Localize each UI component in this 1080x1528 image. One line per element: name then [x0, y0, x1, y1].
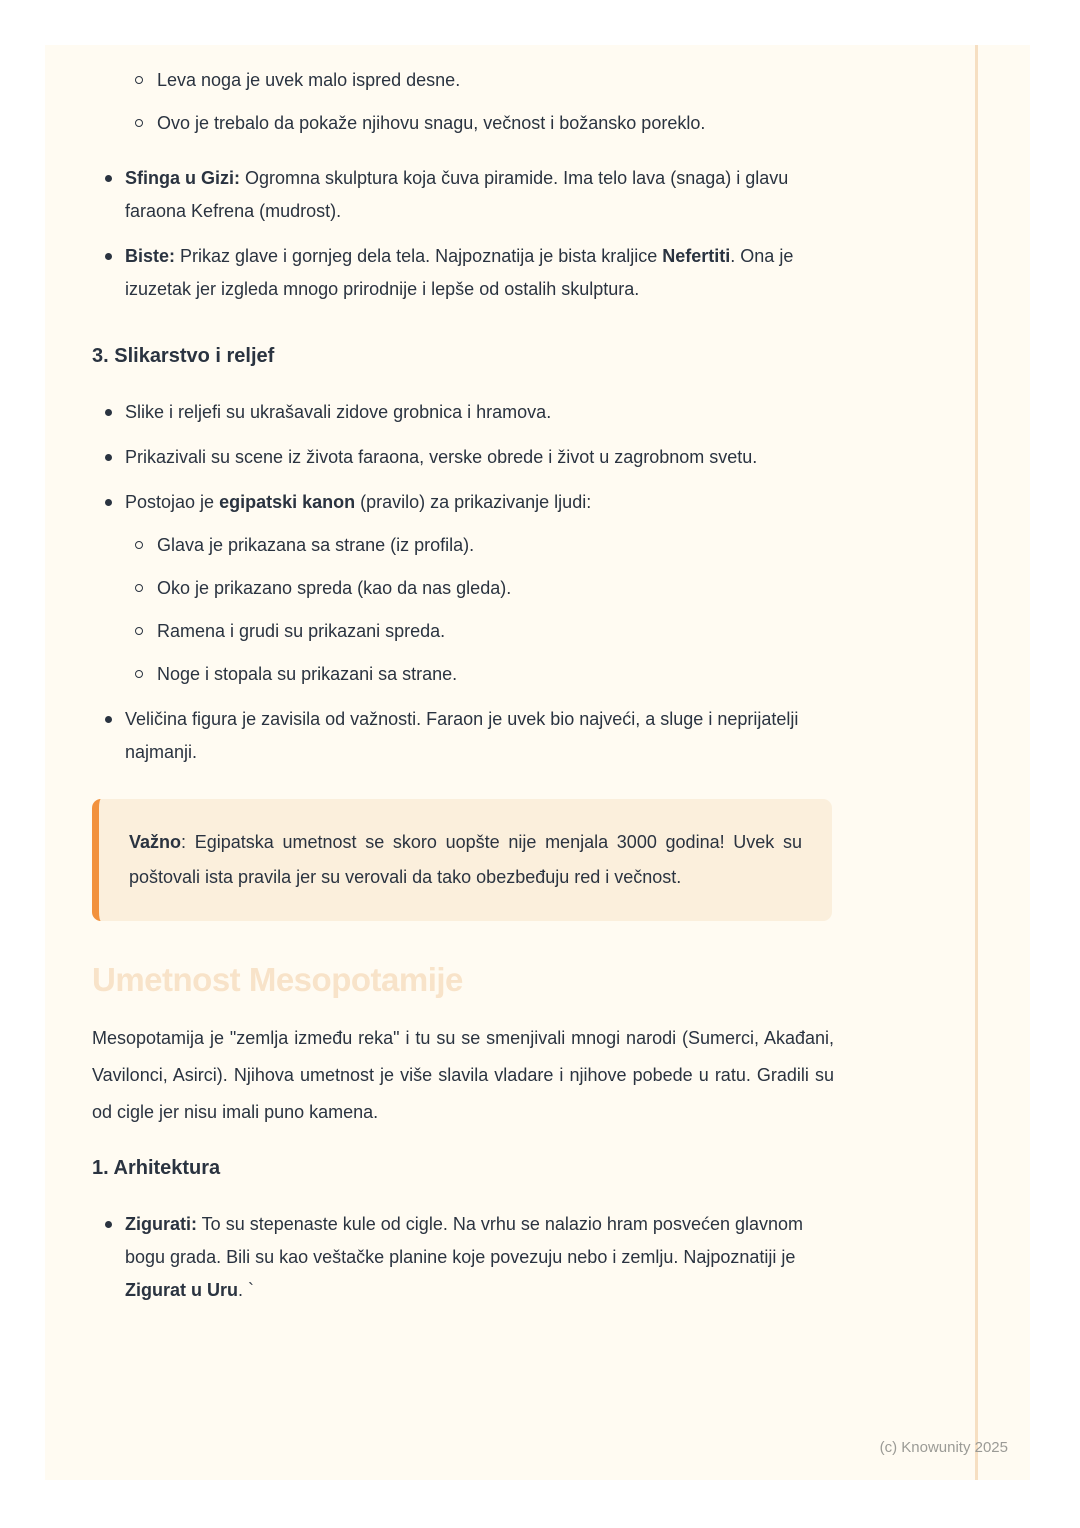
- section-heading-slikarstvo: 3. Slikarstvo i reljef: [92, 345, 275, 367]
- copyright-footer: (c) Knowunity 2025: [879, 1439, 1008, 1456]
- list-item-text: Noge i stopala su prikazani sa strane.: [157, 664, 458, 684]
- list-item: [92, 162, 834, 228]
- intro-sub-list: [92, 64, 834, 140]
- list-item: [92, 1208, 834, 1307]
- list-item-text: Prikazivali su scene iz života faraona, verske obrede i život u zagrobnom svetu.: [125, 447, 758, 467]
- bullet-icon: [105, 716, 112, 723]
- list-item: [125, 615, 834, 648]
- list-item-text: Ramena i grudi su prikazani spreda.: [157, 621, 446, 641]
- section-heading-arhitektura: 1. Arhitektura: [92, 1157, 221, 1179]
- list-item-text: Slike i reljefi su ukrašavali zidove grobnica i hramova.: [125, 402, 552, 422]
- list-item: [125, 529, 834, 562]
- slikarstvo-list: [92, 396, 834, 769]
- list-item-text: Ovo je trebalo da pokaže njihovu snagu, večnost i božansko poreklo.: [157, 113, 706, 133]
- list-item-text: Leva noga je uvek malo ispred desne.: [157, 70, 461, 90]
- list-item-text: Biste: Prikaz glave i gornjeg dela tela. Najpoznatija je bista kraljice Nefertiti. Ona je izuzetak jer izgleda mnogo prirodnije i lepše od ostalih skulptura.: [125, 246, 794, 299]
- list-item: [92, 441, 834, 474]
- bullet-list: [92, 1208, 834, 1307]
- bullet-icon: [105, 175, 112, 182]
- bullet-list: [92, 396, 834, 769]
- list-item: [125, 572, 834, 605]
- circle-bullet-icon: [135, 670, 143, 678]
- list-item: [92, 240, 834, 306]
- important-callout: [92, 799, 832, 921]
- list-item-text: Sfinga u Gizi: Ogromna skulptura koja čuva piramide. Ima telo lava (snaga) i glavu faraona Kefrena (mudrost).: [125, 168, 789, 221]
- bullet-icon: [105, 409, 112, 416]
- bullet-list: [92, 162, 834, 306]
- circle-bullet-icon: [135, 541, 143, 549]
- arhitektura-list: [92, 1208, 834, 1307]
- page-margin-line: [975, 45, 978, 1480]
- list-item: [92, 396, 834, 429]
- page-title-mesopotamija: Umetnost Mesopotamije: [92, 961, 463, 998]
- bullet-icon: [105, 1221, 112, 1228]
- list-item-text: Oko je prikazano spreda (kao da nas gleda).: [157, 578, 512, 598]
- circle-bullet-icon: [135, 76, 143, 84]
- document-page: [45, 45, 1030, 1480]
- list-item-text: Zigurati: To su stepenaste kule od cigle. Na vrhu se nalazio hram posvećen glavnom bogu grada. Bili su kao veštačke planine koje povezuju nebo i zemlju. Najpoznatiji je Zigurat u Uru. `: [125, 1214, 804, 1300]
- bullet-icon: [105, 454, 112, 461]
- list-item: [92, 107, 834, 140]
- list-item-text: Veličina figura je zavisila od važnosti. Faraon je uvek bio najveći, a sluge i neprijatelji najmanji.: [125, 709, 799, 762]
- circle-bullet-icon: [135, 627, 143, 635]
- list-item: [125, 658, 834, 691]
- list-item-text: Glava je prikazana sa strane (iz profila).: [157, 535, 475, 555]
- list-item-text: Postojao je egipatski kanon (pravilo) za prikazivanje ljudi:: [125, 492, 592, 512]
- sub-bullet-list: [92, 64, 834, 140]
- callout-text: Važno: Egipatska umetnost se skoro uopšte nije menjala 3000 godina! Uvek su poštovali ista pravila jer su verovali da tako obezbeđuju red i večnost.: [129, 832, 802, 887]
- list-item: [92, 703, 834, 769]
- circle-bullet-icon: [135, 119, 143, 127]
- sub-bullet-list: [125, 529, 834, 691]
- list-item: [92, 64, 834, 97]
- sculpture-list: [92, 162, 834, 306]
- document-content: [92, 45, 834, 1319]
- list-item: [92, 486, 834, 691]
- circle-bullet-icon: [135, 584, 143, 592]
- bullet-icon: [105, 253, 112, 260]
- bullet-icon: [105, 499, 112, 506]
- mesopotamija-paragraph: Mesopotamija je "zemlja između reka" i tu su se smenjivali mnogi narodi (Sumerci, Akađani, Vavilonci, Asirci). Njihova umetnost je više slavila vladare i njihove pobede u ratu. Gradili su od cigle jer nisu imali puno kamena.: [92, 1028, 834, 1122]
